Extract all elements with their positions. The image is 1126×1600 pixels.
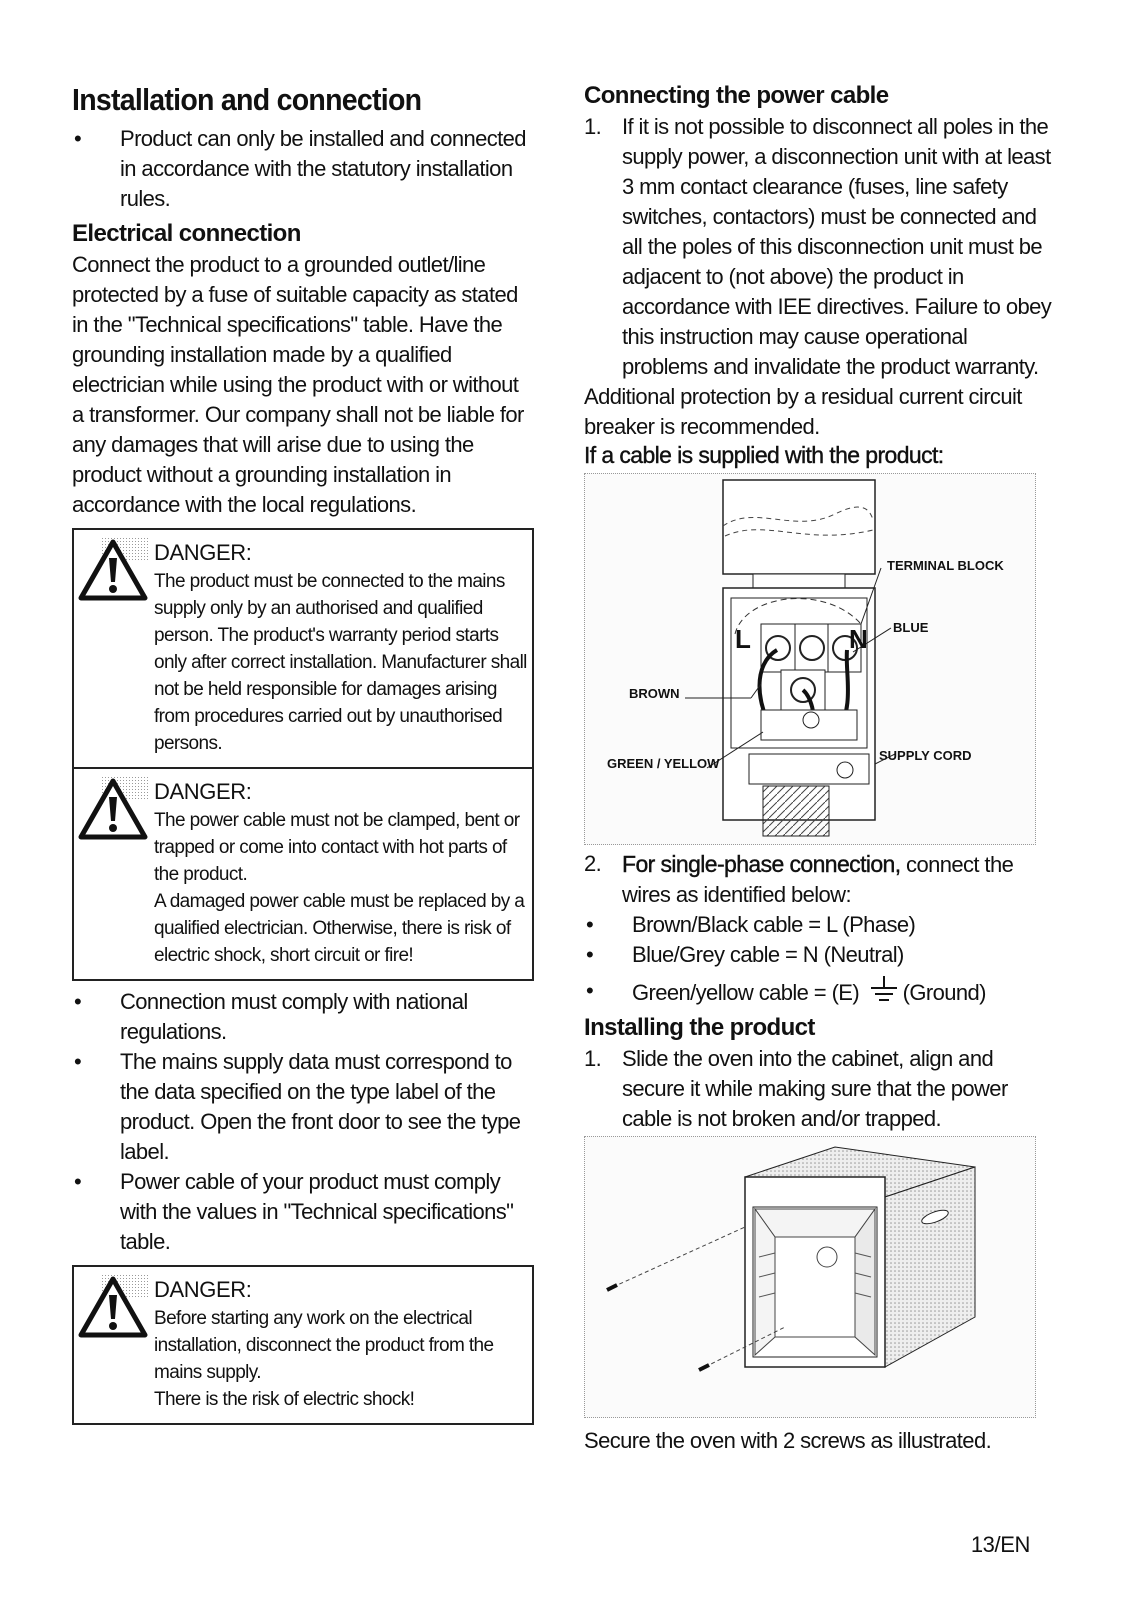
electrical-connection-heading: Electrical connection bbox=[72, 220, 301, 247]
brown-wire-label: BROWN bbox=[629, 686, 680, 701]
oven-installation-diagram bbox=[584, 1136, 1036, 1418]
cable-supplied-heading: If a cable is supplied with the product: bbox=[584, 442, 944, 468]
danger-title: DANGER: bbox=[154, 1277, 252, 1302]
list-item: • Connection must comply with national regulations. bbox=[74, 989, 468, 1044]
installing-heading: Installing the product bbox=[584, 1014, 815, 1041]
list-item: • Brown/Black cable = L (Phase) bbox=[584, 910, 1054, 940]
danger-text: The product must be connected to the mains supply only by an authorised and qualified person. The product's warranty period starts only after correct installation. Manufacturer shall not be held responsible for damages arising from procedures carried out by unauthorised persons. bbox=[154, 571, 527, 754]
bullet-icon: • bbox=[74, 1049, 82, 1074]
list-item: • Product can only be installed and connected in accordance with the statutory installation rules. bbox=[74, 126, 526, 211]
bullet-icon: • bbox=[586, 942, 594, 967]
warning-triangle-icon bbox=[78, 1275, 148, 1339]
requirements-bullet-list bbox=[72, 987, 534, 1257]
list-item: • The mains supply data must correspond to the data specified on the type label of the product. Open the front door to see the type label. bbox=[74, 1049, 521, 1164]
danger-text: Before starting any work on the electrical installation, disconnect the product from the mains supply. bbox=[154, 1308, 494, 1383]
ground-symbol-icon bbox=[867, 976, 901, 1004]
right-column bbox=[584, 82, 1054, 1456]
danger-box bbox=[72, 1265, 534, 1425]
page-number: 13/EN bbox=[970, 1532, 1030, 1557]
list-item: • Green/yellow cable = (E) (Ground) bbox=[586, 978, 986, 1005]
terminal-l-label: L bbox=[735, 624, 751, 654]
blue-wire-label: BLUE bbox=[893, 620, 929, 635]
terminal-block-diagram bbox=[585, 474, 1035, 844]
danger-title: DANGER: bbox=[154, 540, 252, 565]
terminal-block-label: TERMINAL BLOCK bbox=[887, 558, 1004, 573]
danger-box bbox=[72, 769, 534, 981]
list-item: 1. If it is not possible to disconnect all poles in the supply power, a disconnection unit with at least 3 mm contact clearance (fuses, line safety switches, contactors) must be connected and all the poles of this disconnection unit must be adjacent to (not above) the product in accordance with IEE directives. Failure to obey this instruction may cause operational problems and invalidate the product warranty. bbox=[584, 114, 1052, 379]
intro-bullet-list bbox=[72, 124, 534, 214]
oven-caption: Secure the oven with 2 screws as illustrated. bbox=[584, 1428, 992, 1453]
power-cable-steps bbox=[584, 112, 1054, 382]
bullet-icon: • bbox=[586, 978, 594, 1003]
bullet-icon: • bbox=[74, 126, 82, 151]
green-yellow-wire-label: GREEN / YELLOW bbox=[607, 756, 720, 771]
danger-title: DANGER: bbox=[154, 779, 252, 804]
oven-cabinet-illustration bbox=[585, 1137, 1035, 1417]
wire-colour-list bbox=[584, 910, 1054, 1008]
left-column bbox=[72, 82, 534, 1431]
bullet-icon: • bbox=[586, 912, 594, 937]
wiring-diagram bbox=[584, 473, 1036, 845]
list-item: 1. Slide the oven into the cabinet, align and secure it while making sure that the power cable is not broken and/or trapped. bbox=[584, 1046, 1008, 1131]
list-item: • Blue/Grey cable = N (Neutral) bbox=[584, 940, 1054, 970]
page-title: Installation and connection bbox=[72, 82, 422, 117]
danger-text: A damaged power cable must be replaced by a qualified electrician. Otherwise, there is risk of electric shock, short circuit or fire! bbox=[154, 891, 525, 966]
bullet-icon: • bbox=[74, 989, 82, 1014]
supply-cord-label: SUPPLY CORD bbox=[879, 748, 972, 763]
power-cable-heading: Connecting the power cable bbox=[584, 82, 889, 109]
electrical-connection-text: Connect the product to a grounded outlet/line protected by a fuse of suitable capacity as stated in the "Technical specifications" table. Have the grounding installation made by a qualified electrician while using the product with or without a transformer. Our company shall not be liable for any damages that will arise due to using the product without a grounding installation in accordance with the local regulations. bbox=[72, 252, 524, 517]
warning-triangle-icon bbox=[78, 777, 148, 841]
danger-text: There is the risk of electric shock! bbox=[154, 1389, 415, 1410]
list-item: 2. For single-phase connection, connect the wires as identified below: bbox=[584, 851, 1014, 907]
single-phase-steps bbox=[584, 849, 1054, 910]
list-item: • Power cable of your product must comply with the values in "Technical specifications" table. bbox=[74, 1169, 514, 1254]
danger-box bbox=[72, 528, 534, 769]
additional-protection-text: Additional protection by a residual current circuit breaker is recommended. bbox=[584, 384, 1022, 439]
bullet-icon: • bbox=[74, 1169, 82, 1194]
installing-steps bbox=[584, 1044, 1054, 1134]
danger-text: The power cable must not be clamped, bent or trapped or come into contact with hot parts of the product. bbox=[154, 810, 520, 885]
warning-triangle-icon bbox=[78, 538, 148, 602]
terminal-n-label: N bbox=[849, 624, 868, 654]
